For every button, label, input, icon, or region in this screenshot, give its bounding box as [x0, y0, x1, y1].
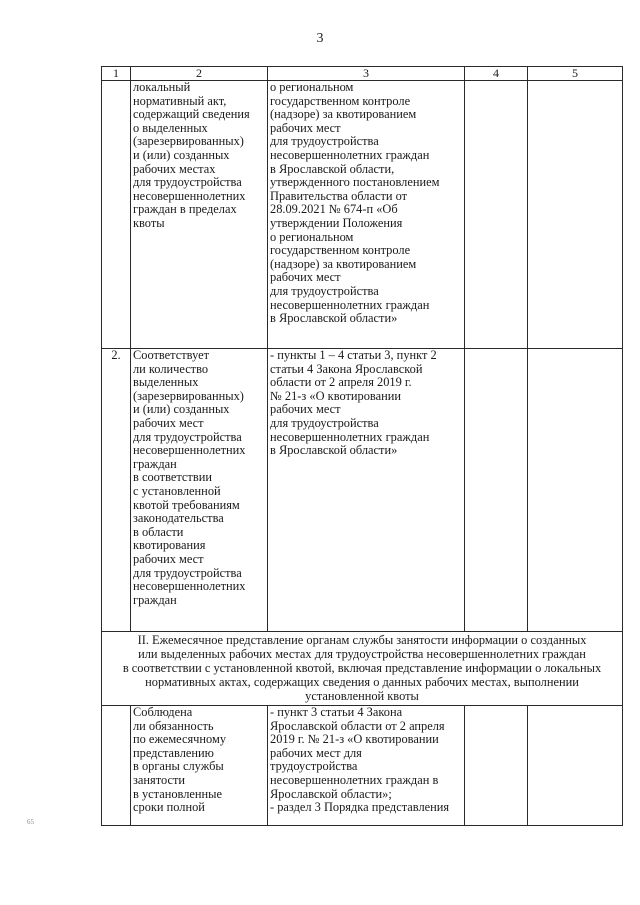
header-cell-3: 3 — [268, 67, 465, 81]
answer-cell — [465, 349, 528, 632]
table-row — [102, 81, 623, 349]
legal-reference-text: - пункты 1 – 4 статьи 3, пункт 2 статьи 4 Закона Ярославской области от 2 апреля 2019 г. № 21-з «О квотировании рабочих мест для трудоустройства несовершеннолетних граждан в Ярославской области» — [270, 348, 437, 458]
answer-cell — [465, 706, 528, 826]
header-cell-5: 5 — [528, 67, 623, 81]
question-text: Соблюдена ли обязанность по ежемесячному представлению в органы службы занятости в установленные сроки полной — [133, 705, 227, 815]
column-number-header-row — [102, 67, 623, 81]
section-heading-text: II. Ежемесячное представление органам службы занятости информации о созданных или выделенных рабочих местах для трудоустройства несовершеннолетних граждан в соответствии с установленной квотой, включая представление информации о локальных нормативных актах, содержащих сведения о данных рабочих местах, выполнении установленной квоты — [122, 633, 602, 703]
row-number-cell — [102, 706, 131, 826]
header-cell-4: 4 — [465, 67, 528, 81]
legal-reference-text: - пункт 3 статьи 4 Закона Ярославской области от 2 апреля 2019 г. № 21-з «О квотировании рабочих мест для трудоустройства несовершеннолетних граждан в Ярославской области»; - раздел 3 Порядка представления — [270, 705, 450, 815]
legal-reference-cell — [268, 349, 465, 632]
section-heading — [102, 632, 623, 706]
note-cell — [528, 349, 623, 632]
note-cell — [528, 81, 623, 349]
question-cell — [131, 706, 268, 826]
row-number-cell: 2. — [102, 349, 131, 632]
section-heading-row — [102, 632, 623, 706]
question-text: локальный нормативный акт, содержащий сведения о выделенных (зарезервированных) и (или) созданных рабочих местах для трудоустройства несовершеннолетних граждан в пределах квоты — [133, 80, 250, 230]
header-cell-2: 2 — [131, 67, 268, 81]
margin-mark: 65 — [27, 818, 34, 826]
answer-cell — [465, 81, 528, 349]
row-number-cell — [102, 81, 131, 349]
page-number: 3 — [316, 31, 324, 46]
legal-reference-text: о региональном государственном контроле (надзоре) за квотированием рабочих мест для трудоустройства несовершеннолетних граждан в Ярославской области, утвержденного постановлением Правительства области от 28.09.2021 № 674-п «Об утверждении Положения о региональном государственном контроле (надзоре) за квотированием рабочих мест для трудоустройства несовершеннолетних граждан в Ярославской области» — [270, 80, 440, 326]
question-text: Соответствует ли количество выделенных (зарезервированных) и (или) созданных рабочих мест для трудоустройства несовершеннолетних граждан в соответствии с установленной квотой требованиям законодательства в области квотирования рабочих мест для трудоустройства несовершеннолетних граждан — [133, 348, 246, 607]
note-cell — [528, 706, 623, 826]
table-row — [102, 349, 623, 632]
legal-reference-cell — [268, 706, 465, 826]
inspection-checklist-table — [101, 66, 623, 826]
legal-reference-cell — [268, 81, 465, 349]
header-cell-1: 1 — [102, 67, 131, 81]
table-row — [102, 706, 623, 826]
question-cell — [131, 81, 268, 349]
question-cell — [131, 349, 268, 632]
